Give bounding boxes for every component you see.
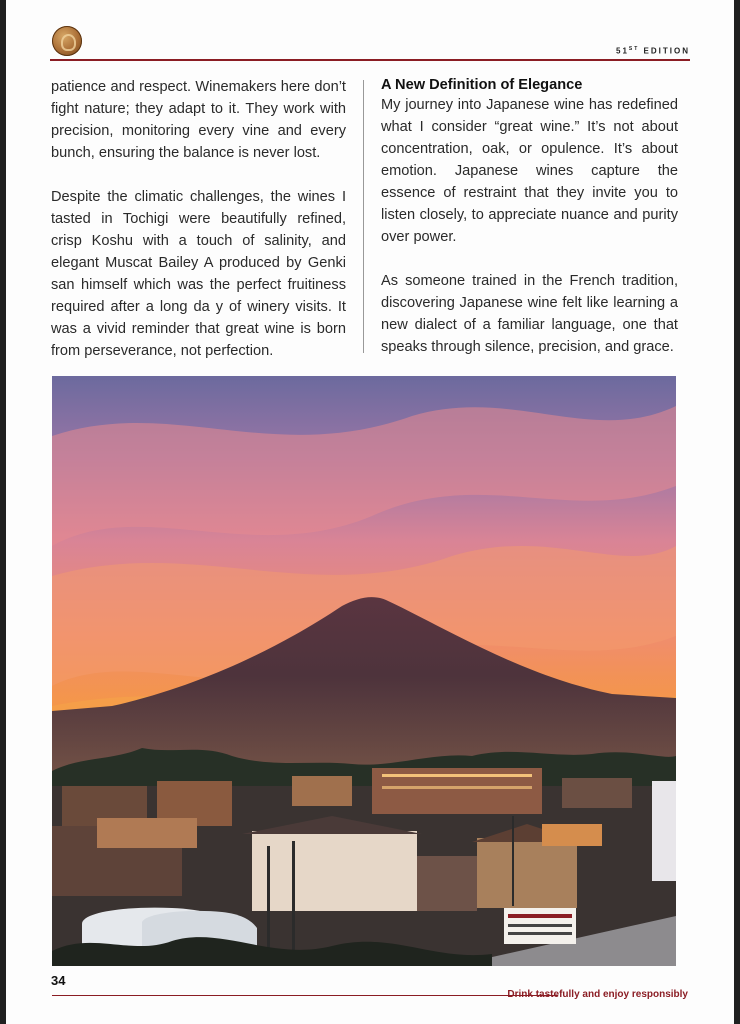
photo-illustration [52, 376, 676, 966]
header-rule [50, 59, 690, 61]
edition-label: 51ST EDITION [616, 46, 690, 56]
right-paragraph: As someone trained in the French tradition, discovering Japanese wine felt like learning a new dialect of a familiar language, one that speaks through silence, precision, and grace. [381, 273, 678, 355]
column-divider [363, 80, 364, 353]
left-column [51, 76, 346, 384]
section-heading: A New Definition of Elegance [381, 77, 583, 93]
page-edge-right [734, 0, 740, 1024]
left-paragraph: patience and respect. Winemakers here don’t fight nature; they adapt to it. They work with precision, monitoring every vine and every bunch, ensuring the balance is never lost. [51, 79, 346, 161]
left-paragraph: Despite the climatic challenges, the wines I tasted in Tochigi were beautifully refined, crisp Koshu with a touch of salinity, and elegant Muscat Bailey A produced by Genki san himself which was the perfect fruitiness required after a long da y of winery visits. It was a vivid reminder that great wine is born from perseverance, not perfection. [51, 189, 346, 359]
footer-tagline: Drink tastefully and enjoy responsibly [507, 989, 688, 1000]
page-number: 34 [51, 973, 66, 988]
magazine-logo-icon [52, 26, 82, 56]
right-paragraph: My journey into Japanese wine has redefined what I consider “great wine.” It’s not about concentration, oak, or opulence. It’s about emotion. Japanese wines capture the essence of restraint that they invite you to listen closely, to appreciate nuance and purity over power. [381, 97, 678, 245]
footer-rule [52, 995, 558, 996]
mount-fuji-photo [52, 376, 676, 966]
right-column [381, 76, 678, 380]
